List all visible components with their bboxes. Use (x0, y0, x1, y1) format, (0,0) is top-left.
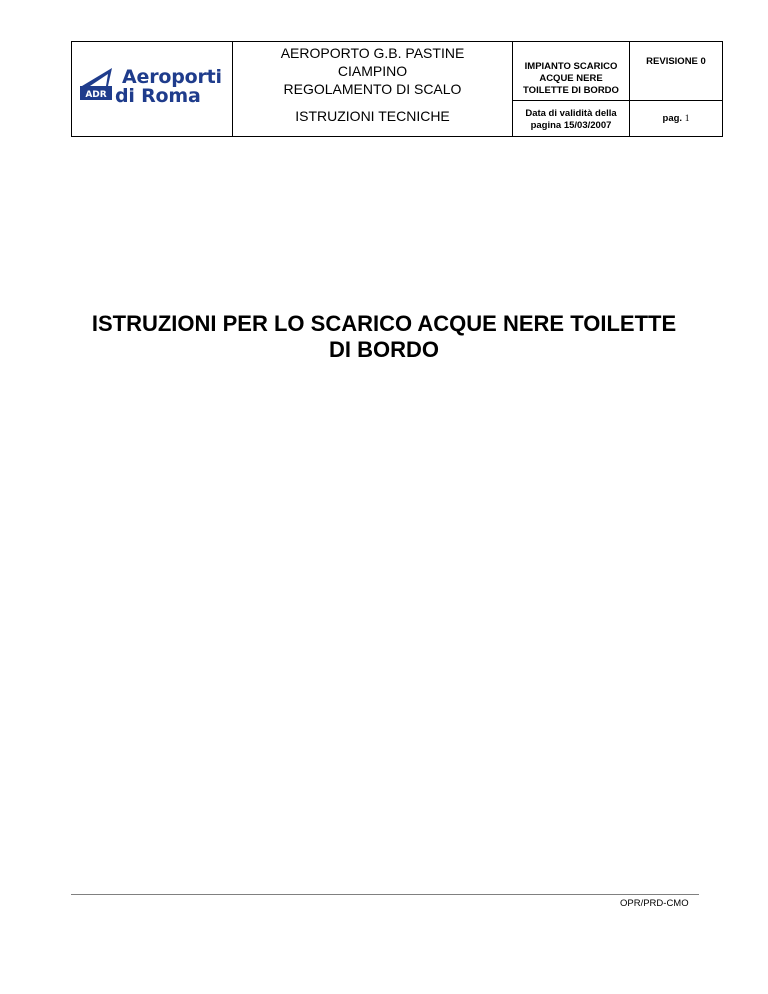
airport-title (233, 44, 512, 98)
adr-mark-text: ADR (85, 90, 107, 100)
logo-text-line1: Aeroporti (122, 66, 222, 88)
validity-date (513, 108, 629, 132)
document-title-line: DI BORDO (329, 337, 439, 362)
system-cell (513, 42, 629, 100)
page-label: pag. (662, 113, 683, 124)
regulation-name: REGOLAMENTO DI SCALO (283, 81, 462, 97)
page-cell (630, 101, 722, 136)
system-line: TOILETTE DI BORDO (523, 85, 619, 96)
system-line: ACQUE NERE (539, 73, 603, 84)
airport-title-cell (233, 42, 512, 136)
page-number: 1 (684, 114, 690, 124)
revision-label: REVISIONE 0 (646, 56, 706, 67)
document-code: OPR/PRD-CMO (620, 898, 689, 909)
airport-city: CIAMPINO (337, 63, 408, 79)
adr-logo (78, 66, 228, 108)
validity-line: Data di validità della (525, 108, 617, 119)
document-title-line: ISTRUZIONI PER LO SCARICO ACQUE NERE TOILETTE (91, 311, 677, 336)
validity-cell (513, 101, 629, 136)
system-name (513, 61, 629, 97)
airport-name: AEROPORTO G.B. PASTINE (280, 45, 465, 61)
adr-plane-icon (78, 66, 118, 108)
system-line: IMPIANTO SCARICO (524, 61, 618, 72)
page-indicator (630, 113, 722, 124)
revision-cell (630, 42, 722, 100)
header-table (71, 41, 723, 137)
footer-rule (71, 894, 699, 895)
section-name: ISTRUZIONI TECNICHE (295, 108, 450, 124)
document-title (40, 311, 728, 363)
logo-cell (72, 42, 232, 136)
validity-line: pagina 15/03/2007 (530, 120, 612, 131)
logo-text-line2: di Roma (115, 85, 201, 107)
